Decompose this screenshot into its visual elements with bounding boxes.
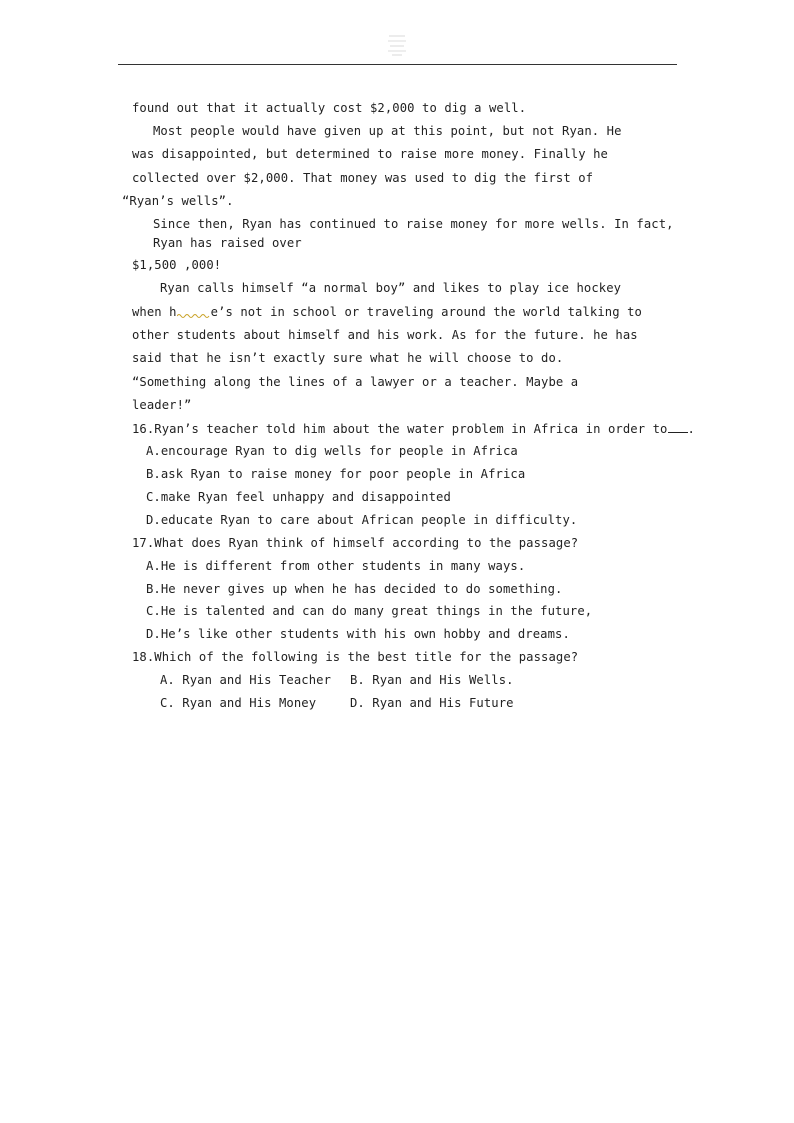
passage-line: other students about himself and his work. As for the future. he has xyxy=(132,328,638,342)
question-17-stem: 17.What does Ryan think of himself according to the passage? xyxy=(132,536,579,550)
answer-blank xyxy=(668,421,688,433)
question-17-option-c: C.He is talented and can do many great things in the future, xyxy=(146,604,593,618)
question-17-option-a: A.He is different from other students in many ways. xyxy=(146,559,526,573)
question-18-option-a: A. Ryan and His Teacher xyxy=(160,673,332,687)
watermark-logo-icon xyxy=(386,32,408,58)
question-17-option-b: B.He never gives up when he has decided to do something. xyxy=(146,582,563,596)
question-18-stem: 18.Which of the following is the best title for the passage? xyxy=(132,650,579,664)
question-16-stem xyxy=(132,421,695,437)
passage-line: “Ryan’s wells”. xyxy=(122,194,234,208)
question-18-option-b: B. Ryan and His Wells. xyxy=(350,673,514,687)
passage-line: Ryan has raised over xyxy=(153,236,302,250)
passage-text: when h xyxy=(132,305,177,319)
question-16-option-a: A.encourage Ryan to dig wells for people in Africa xyxy=(146,444,518,458)
passage-line xyxy=(132,304,642,320)
header-rule xyxy=(118,64,677,65)
question-16-option-d: D.educate Ryan to care about African people in difficulty. xyxy=(146,513,578,527)
passage-line: Since then, Ryan has continued to raise money for more wells. In fact, xyxy=(153,217,674,231)
question-18-option-d: D. Ryan and His Future xyxy=(350,696,514,710)
question-18-option-c: C. Ryan and His Money xyxy=(160,696,317,710)
passage-line: Most people would have given up at this point, but not Ryan. He xyxy=(153,124,622,138)
question-16-option-b: B.ask Ryan to raise money for poor people in Africa xyxy=(146,467,526,481)
passage-line: was disappointed, but determined to raise more money. Finally he xyxy=(132,147,608,161)
question-stem-text: 16.Ryan’s teacher told him about the water problem in Africa in order to xyxy=(132,422,668,436)
passage-line: Ryan calls himself “a normal boy” and likes to play ice hockey xyxy=(160,281,622,295)
spellcheck-squiggle-icon xyxy=(177,312,211,318)
question-16-option-c: C.make Ryan feel unhappy and disappointed xyxy=(146,490,451,504)
passage-line: $1,500 ,000! xyxy=(132,258,222,272)
passage-line: leader!” xyxy=(132,398,192,412)
passage-line: said that he isn’t exactly sure what he will choose to do. xyxy=(132,351,564,365)
question-stem-end: . xyxy=(687,422,695,436)
passage-line: found out that it actually cost $2,000 to dig a well. xyxy=(132,101,527,115)
question-17-option-d: D.He’s like other students with his own hobby and dreams. xyxy=(146,627,570,641)
passage-line: collected over $2,000. That money was used to dig the first of xyxy=(132,171,594,185)
passage-line: “Something along the lines of a lawyer or a teacher. Maybe a xyxy=(132,375,579,389)
passage-text: e’s not in school or traveling around the world talking to xyxy=(210,305,642,319)
